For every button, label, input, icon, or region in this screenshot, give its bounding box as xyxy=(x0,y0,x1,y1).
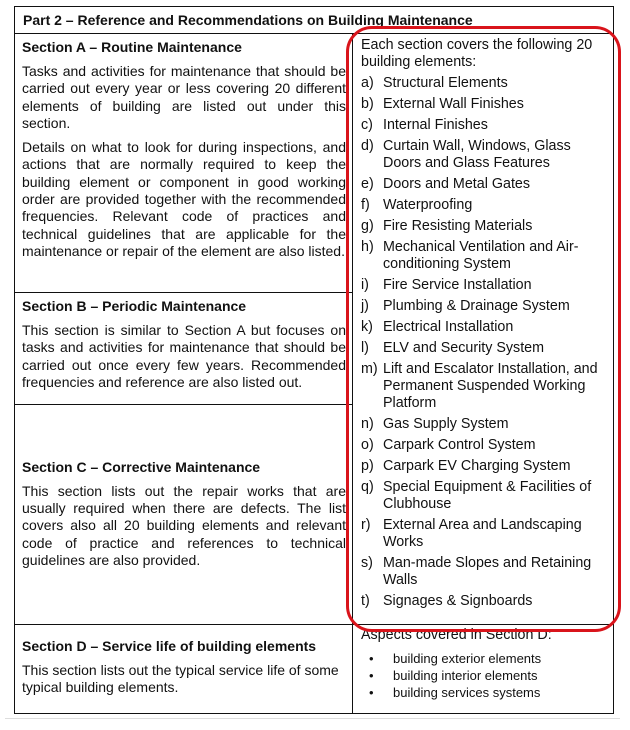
bullet-text: building services systems xyxy=(393,685,541,700)
item-letter: r) xyxy=(361,517,371,533)
list-item xyxy=(361,239,603,273)
list-item xyxy=(361,75,603,92)
list-item xyxy=(361,517,603,551)
section-a-paragraph-1: Tasks and activities for maintenance that should be carried out every year or less covering 20 different elements of building are listed out under this section. xyxy=(22,63,346,131)
item-letter: m) xyxy=(361,361,378,377)
bullet-item xyxy=(369,650,607,667)
item-letter: t) xyxy=(361,593,370,609)
aspects-intro: Aspects covered in Section D: xyxy=(361,627,552,643)
item-letter: j) xyxy=(361,298,369,314)
maintenance-table xyxy=(14,6,614,714)
item-text: Doors and Metal Gates xyxy=(383,176,531,192)
item-letter: i) xyxy=(361,277,369,293)
list-item xyxy=(361,361,603,412)
list-item xyxy=(361,479,603,513)
item-letter: f) xyxy=(361,197,370,213)
item-text: ELV and Security System xyxy=(383,340,545,356)
item-text: Structural Elements xyxy=(383,75,508,91)
item-text: Plumbing & Drainage System xyxy=(383,298,570,314)
item-text: External Wall Finishes xyxy=(383,96,524,112)
list-item xyxy=(361,298,603,315)
section-d-paragraph: This section lists out the typical service life of some typical building elements. xyxy=(22,662,339,696)
list-item xyxy=(361,458,603,475)
item-letter: s) xyxy=(361,555,373,571)
section-c-paragraph: This section lists out the repair works that are usually required when there are defects. The list covers also all 20 building elements and relevant code of practice and references to technical guidelines are also provided. xyxy=(22,482,346,568)
section-d-heading: Section D – Service life of building elements xyxy=(22,638,317,654)
item-letter: h) xyxy=(361,239,374,255)
bullet-text: building interior elements xyxy=(393,668,538,683)
item-letter: l) xyxy=(361,340,369,356)
table-title: Part 2 – Reference and Recommendations on Building Maintenance xyxy=(15,7,613,34)
section-b-paragraph: This section is similar to Section A but focuses on tasks and activities for maintenance that should be carried out once every few years. Recommended frequencies and reference are also listed out. xyxy=(22,322,346,390)
section-c-cell xyxy=(15,405,353,625)
bullet-item xyxy=(369,684,607,701)
item-letter: n) xyxy=(361,416,374,432)
list-item xyxy=(361,593,603,610)
item-text: Lift and Escalator Installation, and Permanent Suspended Working Platform xyxy=(383,361,598,411)
section-d-aspects xyxy=(353,625,613,713)
list-item xyxy=(361,555,603,589)
item-text: Mechanical Ventilation and Air-conditioning System xyxy=(383,239,579,272)
list-item xyxy=(361,117,603,134)
building-elements-list xyxy=(361,37,603,610)
item-letter: o) xyxy=(361,437,374,453)
item-text: Signages & Signboards xyxy=(383,593,533,609)
elements-intro: Each section covers the following 20 building elements: xyxy=(361,37,593,70)
bullet-item xyxy=(369,667,607,684)
item-text: Electrical Installation xyxy=(383,319,514,335)
list-item xyxy=(361,197,603,214)
item-text: Fire Service Installation xyxy=(383,277,532,293)
item-letter: k) xyxy=(361,319,373,335)
item-text: Man-made Slopes and Retaining Walls xyxy=(383,555,592,588)
item-text: External Area and Landscaping Works xyxy=(383,517,582,550)
list-item xyxy=(361,319,603,336)
item-text: Gas Supply System xyxy=(383,416,509,432)
item-letter: p) xyxy=(361,458,374,474)
item-text: Curtain Wall, Windows, Glass Doors and Glass Features xyxy=(383,138,571,171)
item-letter: g) xyxy=(361,218,374,234)
table-body xyxy=(15,34,613,713)
section-b-cell xyxy=(15,293,353,405)
item-text: Internal Finishes xyxy=(383,117,488,133)
list-item xyxy=(361,138,603,172)
section-a-paragraph-2: Details on what to look for during inspections, and actions that are normally required to keep the building element or component in good working order are provided together with the recommended frequencies. Relevant code of practices and technical guidelines that are applicable for the maintenance or repair of the element are also listed. xyxy=(22,139,346,259)
bullet-text: building exterior elements xyxy=(393,651,542,666)
item-letter: a) xyxy=(361,75,374,91)
section-a-cell xyxy=(15,34,353,293)
list-item xyxy=(361,437,603,454)
item-text: Carpark EV Charging System xyxy=(383,458,571,474)
item-text: Special Equipment & Facilities of Clubhouse xyxy=(383,479,592,512)
item-letter: q) xyxy=(361,479,374,495)
section-b-heading: Section B – Periodic Maintenance xyxy=(22,298,247,314)
page-edge xyxy=(5,718,620,719)
section-d-cell xyxy=(15,625,353,713)
list-item xyxy=(361,416,603,433)
item-letter: b) xyxy=(361,96,374,112)
item-text: Fire Resisting Materials xyxy=(383,218,533,234)
building-elements-cell xyxy=(353,34,613,625)
item-letter: c) xyxy=(361,117,373,133)
bullet-icon: • xyxy=(369,668,374,683)
item-text: Carpark Control System xyxy=(383,437,536,453)
bullet-icon: • xyxy=(369,651,374,666)
list-item xyxy=(361,218,603,235)
list-item xyxy=(361,277,603,294)
bullet-icon: • xyxy=(369,685,374,700)
list-item xyxy=(361,176,603,193)
item-letter: e) xyxy=(361,176,374,192)
section-c-heading: Section C – Corrective Maintenance xyxy=(22,458,261,475)
list-item xyxy=(361,96,603,113)
item-text: Waterproofing xyxy=(383,197,473,213)
section-a-heading: Section A – Routine Maintenance xyxy=(22,39,242,55)
item-letter: d) xyxy=(361,138,374,154)
list-item xyxy=(361,340,603,357)
